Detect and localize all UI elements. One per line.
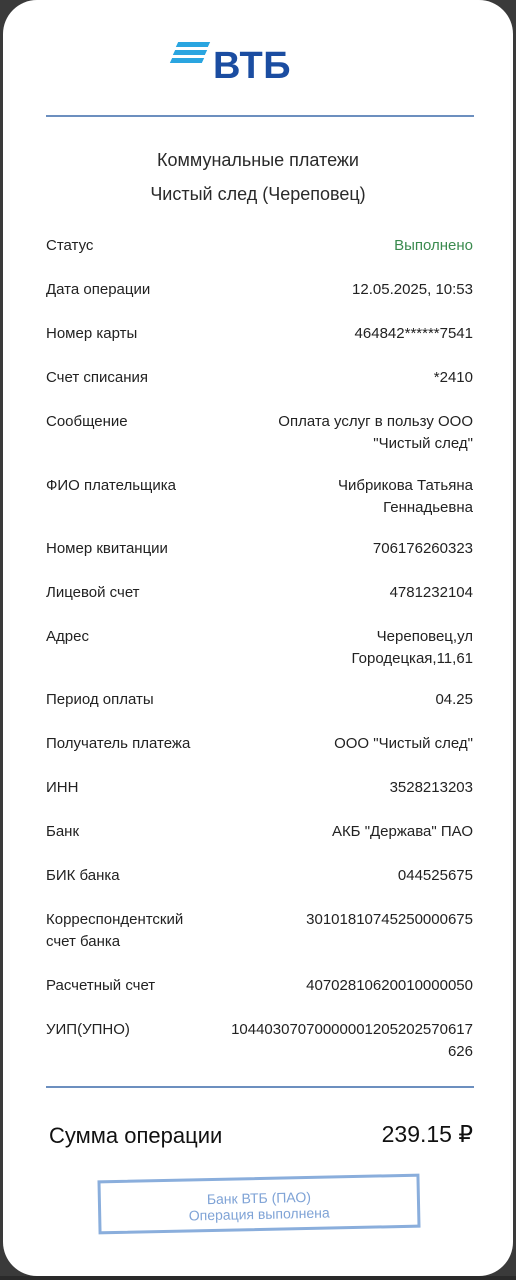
detail-value: 706176260323 — [372, 540, 473, 557]
detail-label: УИП(УПНО) — [46, 1021, 130, 1038]
page-subtitle: Чистый след (Череповец) — [150, 184, 366, 204]
detail-label: ФИО плательщика — [46, 477, 176, 494]
detail-label: Банк — [46, 823, 80, 840]
detail-label: Номер карты — [46, 325, 138, 342]
logo-stripes-icon — [169, 40, 211, 66]
detail-label: Лицевой счет — [46, 584, 140, 601]
detail-value: 30101810745250000675 — [306, 911, 473, 928]
detail-value: АКБ "Держава" ПАО — [331, 823, 473, 840]
detail-label: Корреспондентский счет банка — [46, 911, 184, 950]
detail-label: БИК банка — [46, 867, 120, 884]
detail-label: Номер квитанции — [46, 540, 168, 557]
detail-value: 4781232104 — [389, 584, 473, 601]
detail-value: 10440307070000001205202570617626 — [231, 1021, 473, 1060]
detail-label: Счет списания — [46, 369, 148, 386]
detail-label: Период оплаты — [46, 691, 154, 708]
status-value: Выполнено — [394, 237, 473, 254]
detail-label: Расчетный счет — [46, 977, 156, 994]
detail-value: 12.05.2025, 10:53 — [352, 281, 473, 298]
detail-label: Статус — [46, 237, 94, 254]
vtb-logo — [169, 40, 309, 90]
stamp-line-status: Операция выполнена — [188, 1204, 330, 1224]
total-amount: 239.15 ₽ — [381, 1121, 473, 1147]
detail-value: ООО "Чистый след" — [334, 735, 473, 752]
detail-label: Получатель платежа — [46, 735, 191, 752]
detail-value: Череповец,ул Городецкая,11,61 — [351, 628, 473, 667]
background-edge — [0, 1276, 516, 1280]
detail-value: 044525675 — [397, 867, 473, 884]
total-label: Сумма операции — [49, 1123, 223, 1148]
detail-label: ИНН — [46, 779, 79, 796]
detail-value: 3528213203 — [389, 779, 473, 796]
top-divider — [46, 115, 474, 117]
bottom-divider — [46, 1086, 474, 1088]
detail-value: Оплата услуг в пользу ООО "Чистый след" — [278, 413, 473, 452]
stamp-line-bank: Банк ВТБ (ПАО) — [206, 1188, 312, 1208]
detail-value: 464842******7541 — [354, 325, 473, 342]
detail-label: Адрес — [46, 628, 89, 645]
page-title: Коммунальные платежи — [157, 150, 359, 170]
bank-stamp — [97, 1174, 420, 1235]
detail-value: 40702810620010000050 — [306, 977, 473, 994]
detail-value: Чибрикова Татьяна Геннадьевна — [337, 477, 473, 516]
receipt-card — [3, 0, 513, 1276]
logo-text: ВТБ — [213, 45, 292, 87]
detail-value: 04.25 — [435, 691, 473, 708]
detail-value: *2410 — [433, 369, 473, 386]
detail-label: Сообщение — [46, 413, 128, 430]
detail-label: Дата операции — [46, 281, 151, 298]
